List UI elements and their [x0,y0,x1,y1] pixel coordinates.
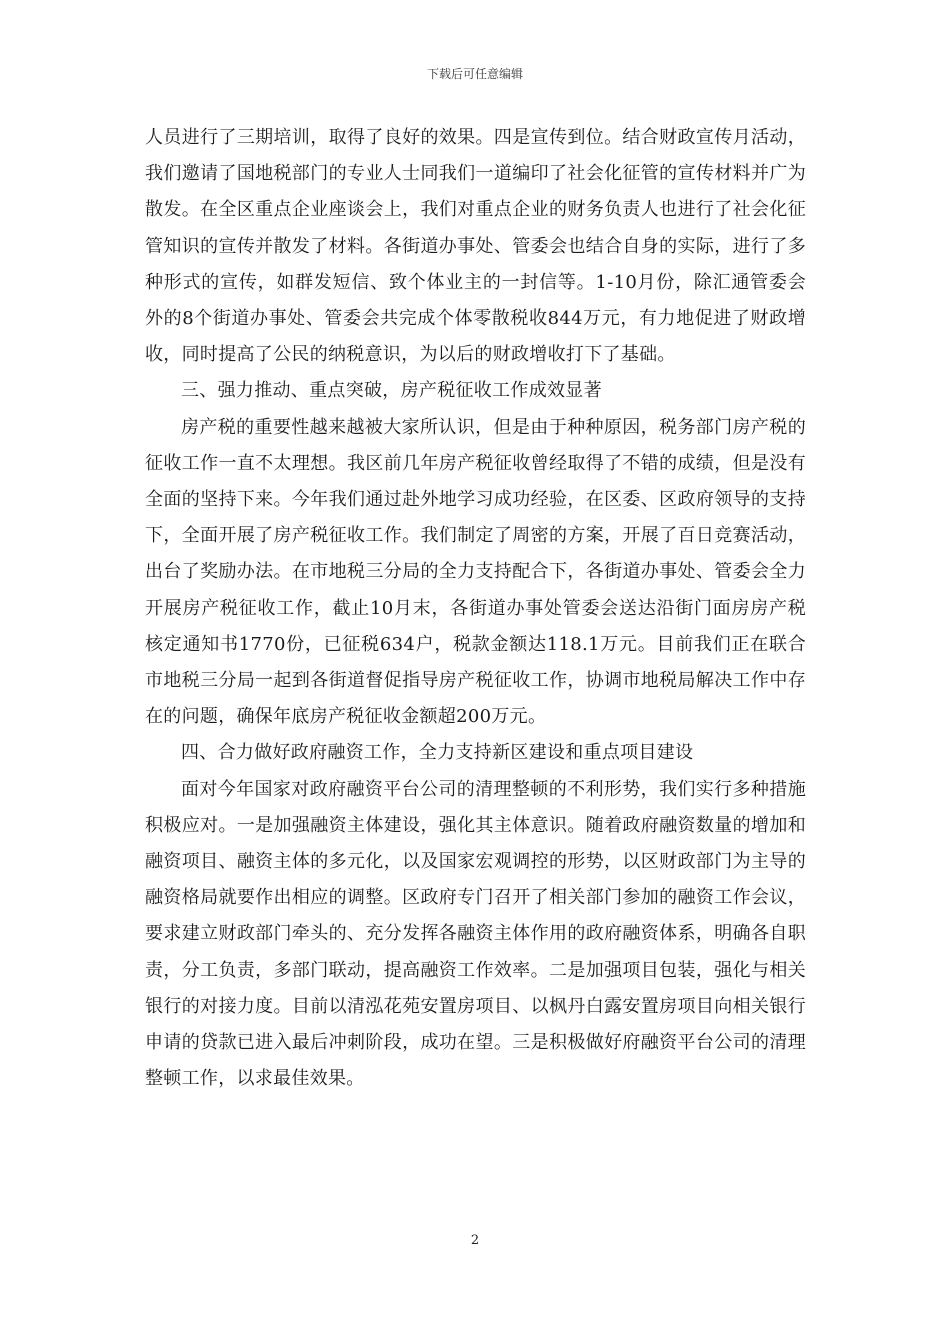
body-paragraph: 人员进行了三期培训，取得了良好的效果。四是宣传到位。结合财政宣传月活动，我们邀请了国地税部门的专业人士同我们一道编印了社会化征管的宣传材料并广为散发。在全区重点企业座谈会上，我们对重点企业的财务负责人也进行了社会化征管知识的宣传并散发了材料。各街道办事处、管委会也结合自身的实际，进行了多种形式的宣传，如群发短信、致个体业主的一封信等。1-10月份，除汇通管委会外的8个街道办事处、管委会共完成个体零散税收844万元，有力地促进了财政增收，同时提高了公民的纳税意识，为以后的财政增收打下了基础。 [145,127,806,366]
page-number: 2 [470,1233,480,1248]
body-paragraph: 面对今年国家对政府融资平台公司的清理整顿的不利形势，我们实行多种措施积极应对。一是加强融资主体建设，强化其主体意识。随着政府融资数量的增加和融资项目、融资主体的多元化，以及国家宏观调控的形势，以区财政部门为主导的融资格局就要作出相应的调整。区政府专门召开了相关部门参加的融资工作会议，要求建立财政部门牵头的、充分发挥各融资主体作用的政府融资体系，明确各自职责，分工负责，多部门联动，提高融资工作效率。二是加强项目包装，强化与相关银行的对接力度。目前以清泓花苑安置房项目、以枫丹白露安置房项目向相关银行申请的贷款已进入最后冲刺阶段，成功在望。三是积极做好府融资平台公司的清理整顿工作，以求最佳效果。 [145,778,806,1090]
body-paragraph: 房产税的重要性越来越被大家所认识，但是由于种种原因，税务部门房产税的征收工作一直不太理想。我区前几年房产税征收曾经取得了不错的成绩，但是没有全面的坚持下来。今年我们通过赴外地学习成功经验，在区委、区政府领导的支持下，全面开展了房产税征收工作。我们制定了周密的方案，开展了百日竞赛活动，出台了奖励办法。在市地税三分局的全力支持配合下，各街道办事处、管委会全力开展房产税征收工作，截止10月末，各街道办事处管委会送达沿街门面房房产税核定通知书1770份，已征税634户，税款金额达118.1万元。目前我们正在联合市地税三分局一起到各街道督促指导房产税征收工作，协调市地税局解决工作中存在的问题，确保年底房产税征收金额超200万元。 [145,416,806,728]
section-heading: 四、合力做好政府融资工作，全力支持新区建设和重点项目建设 [181,742,694,764]
page-header: 下载后可任意编辑 [426,67,523,81]
document-body [145,120,806,1097]
section-heading: 三、强力推动、重点突破，房产税征收工作成效显著 [181,380,602,402]
